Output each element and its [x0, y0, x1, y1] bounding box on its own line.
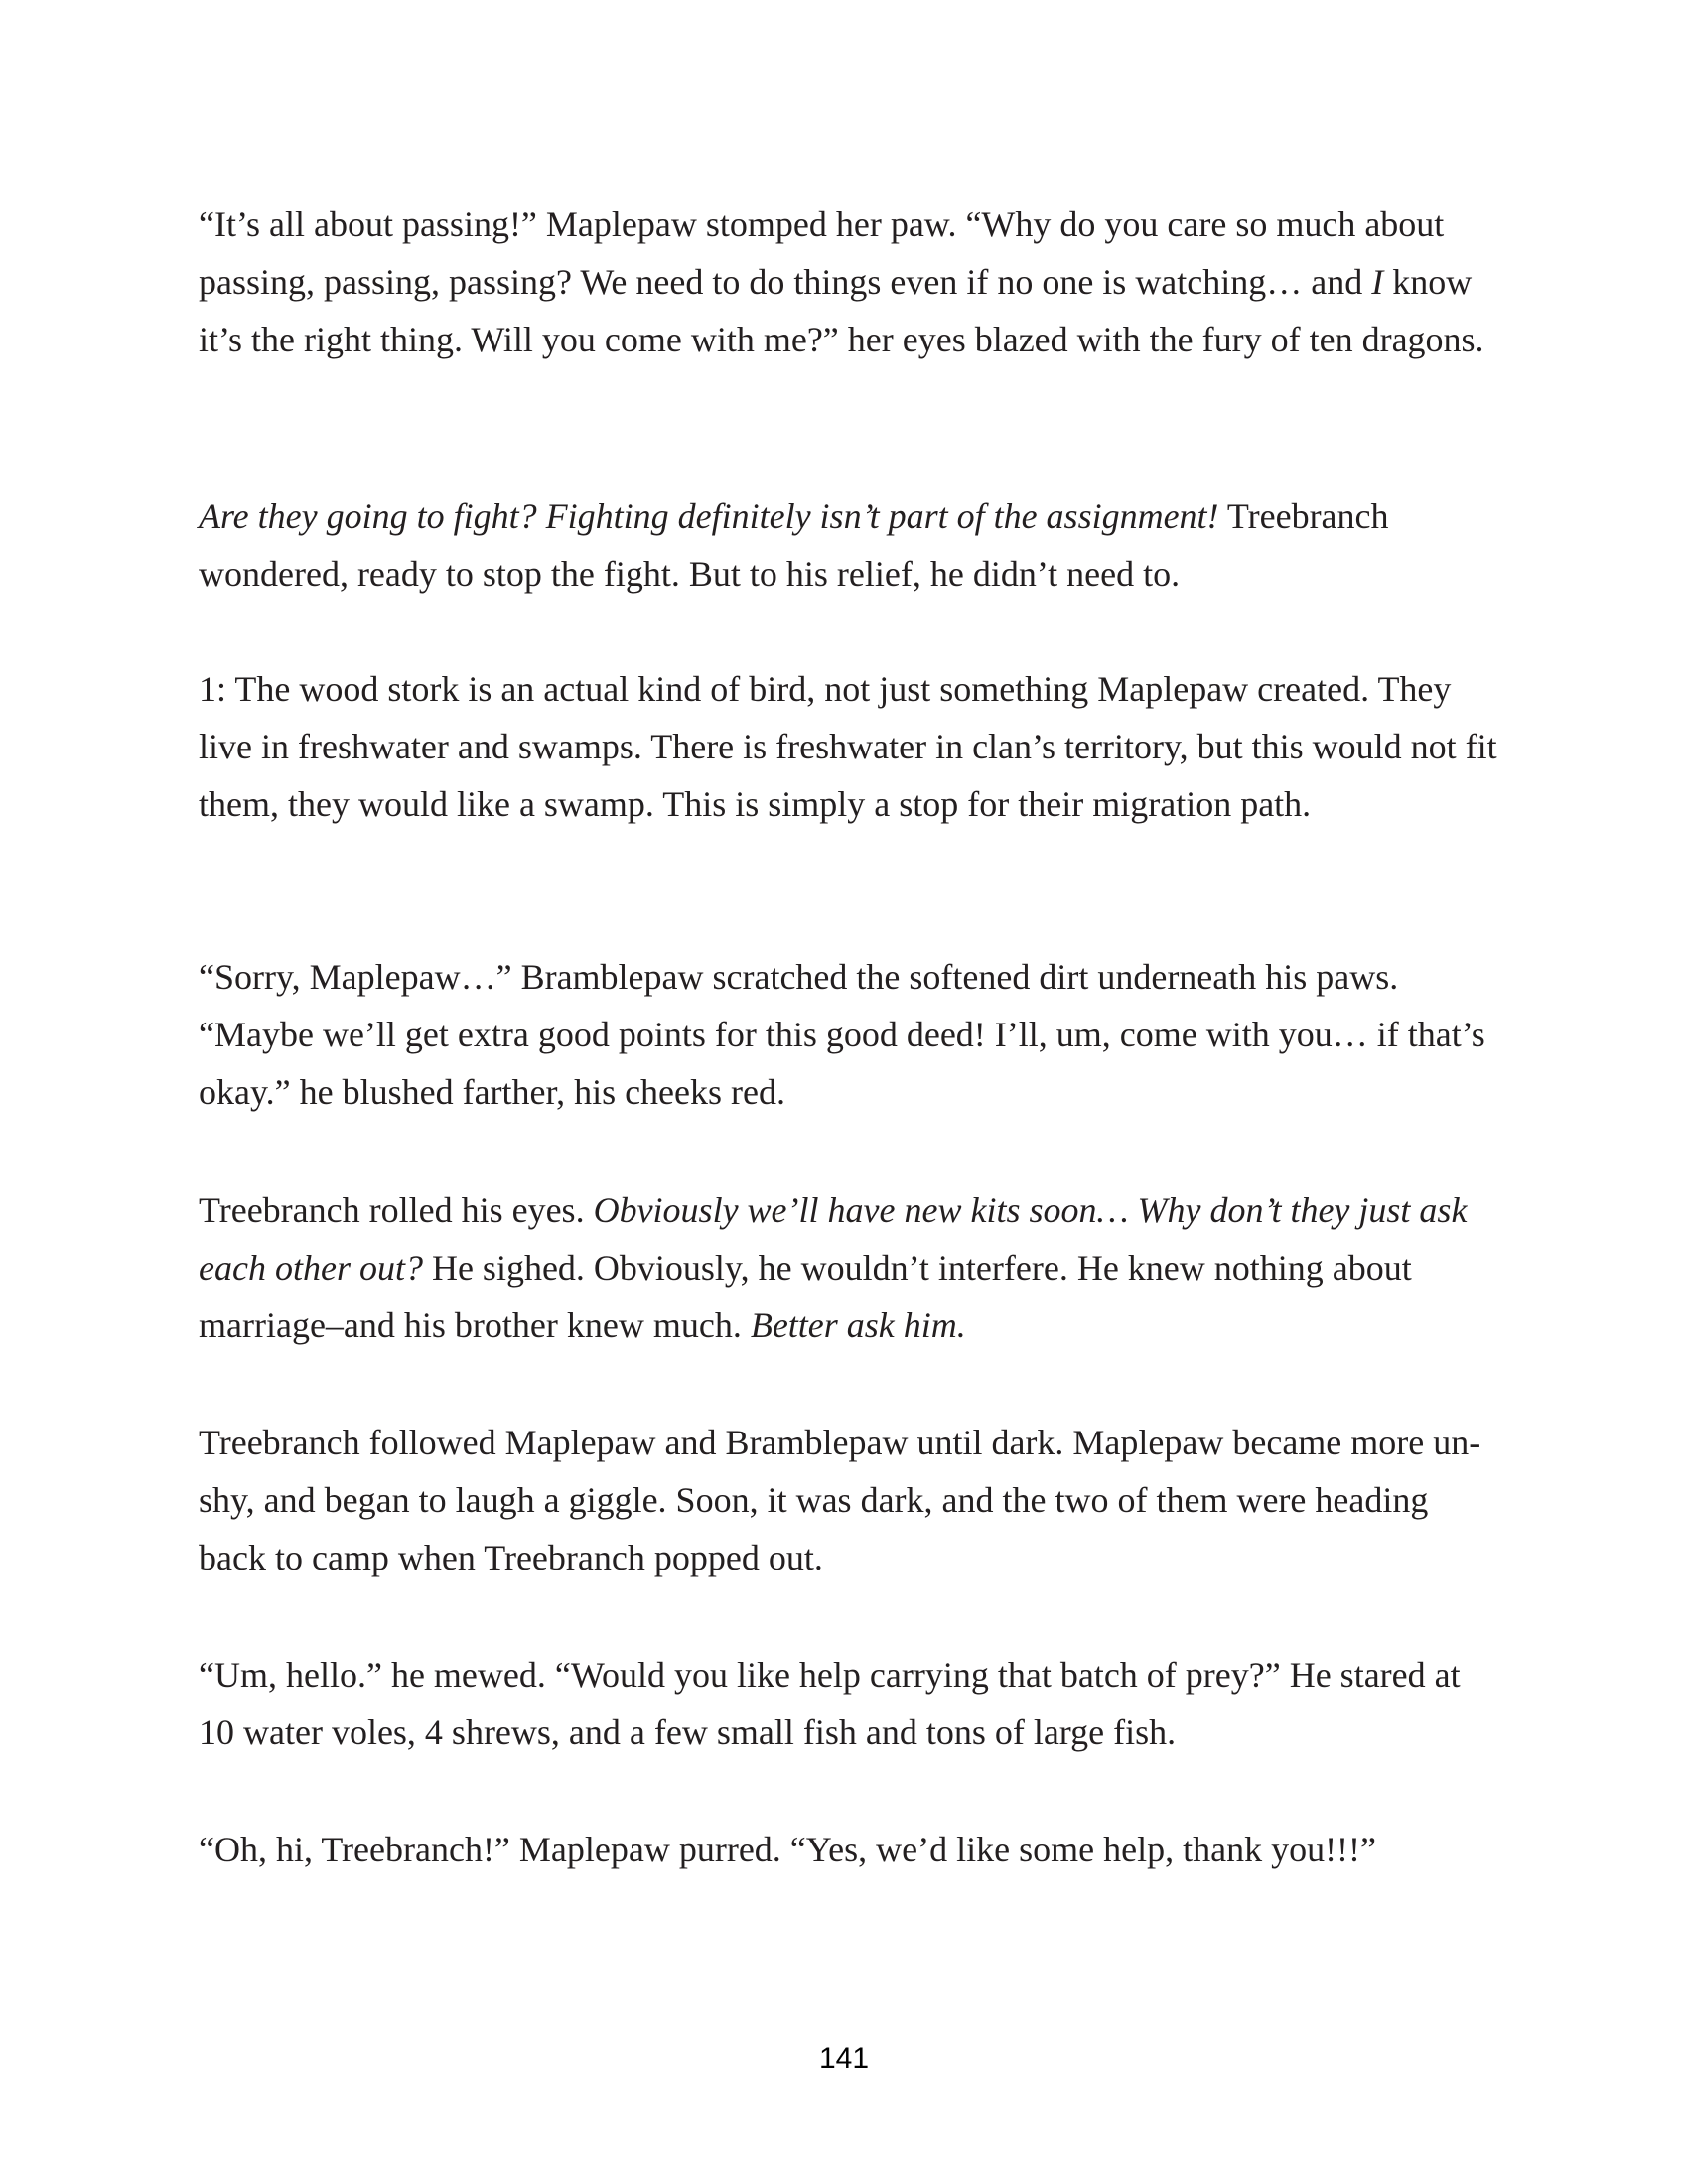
text-run: He sighed. Obviously, he wouldn’t interfere. He knew nothing about marriage–and his brother knew much. [199, 1248, 1412, 1345]
paragraph [199, 487, 1499, 603]
text-run: know it’s the right thing. Will you come with me?” her eyes blazed with the fury of ten dragons. [199, 262, 1484, 359]
paragraph [199, 1414, 1499, 1586]
text-run: “Sorry, Maplepaw…” Bramblepaw scratched the softened dirt underneath his paws. “Maybe we’ll get extra good points for this good deed! I’ll, um, come with you… if that’s okay.” he blushed farther, his cheeks red. [199, 957, 1485, 1112]
text-run: “Oh, hi, Treebranch!” Maplepaw purred. “Yes, we’d like some help, thank you!!!” [199, 1830, 1377, 1869]
paragraph [199, 1821, 1499, 1878]
paragraph [199, 1646, 1499, 1761]
italic-text-run: Better ask him. [750, 1305, 966, 1345]
paragraph [199, 196, 1499, 368]
page-number: 141 [818, 2042, 870, 2075]
text-run: Treebranch followed Maplepaw and Bramblepaw until dark. Maplepaw became more un-shy, and began to laugh a giggle. Soon, it was dark, and the two of them were heading back to camp when Treebranch popped out. [199, 1423, 1481, 1577]
text-run: Treebranch wondered, ready to stop the fight. But to his relief, he didn’t need to. [199, 496, 1389, 594]
paragraph [199, 1181, 1499, 1354]
text-run: 1: The wood stork is an actual kind of bird, not just something Maplepaw created. They live in freshwater and swamps. There is freshwater in clan’s territory, but this would not fit them, they would like a swamp. This is simply a stop for their migration path. [199, 669, 1497, 824]
text-run: “Um, hello.” he mewed. “Would you like help carrying that batch of prey?” He stared at 10 water voles, 4 shrews, and a few small fish and tons of large fish. [199, 1655, 1461, 1752]
footnote-paragraph [199, 660, 1499, 833]
text-run: “It’s all about passing!” Maplepaw stomped her paw. “Why do you care so much about passing, passing, passing? We need to do things even if no one is watching… and [199, 205, 1445, 302]
italic-text-run: I [1371, 262, 1384, 302]
text-run: Treebranch rolled his eyes. [199, 1190, 594, 1230]
italic-text-run: Obviously we’ll have new kits soon… Why don’t they just ask each other out? [199, 1190, 1468, 1288]
italic-text-run: Are they going to fight? Fighting definitely isn’t part of the assignment! [199, 496, 1219, 536]
paragraph [199, 948, 1499, 1121]
